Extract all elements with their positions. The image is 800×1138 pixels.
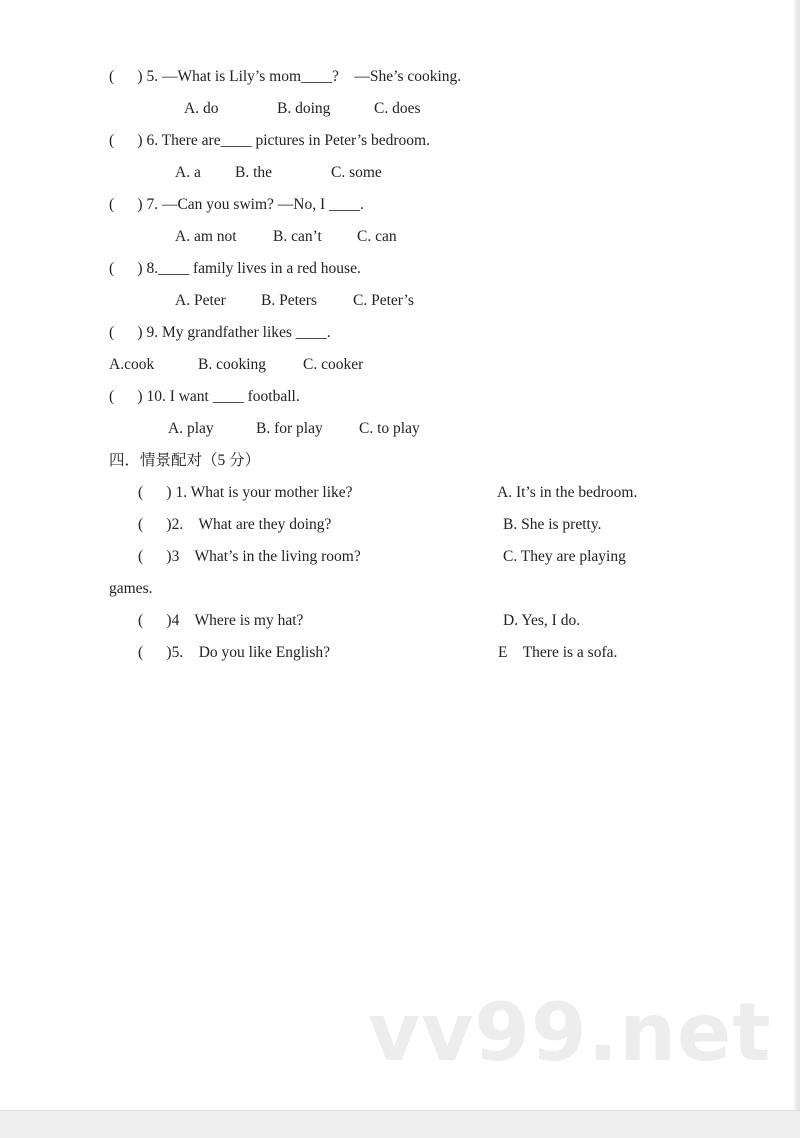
- question-5-stem: ( ) 5. —What is Lily’s mom____? —She’s cooking.: [109, 68, 462, 85]
- question-7-option-c: C. can: [357, 228, 397, 245]
- match-item-3-question: ( )3 What’s in the living room?: [138, 548, 361, 565]
- question-8-stem: ( ) 8.____ family lives in a red house.: [109, 260, 361, 277]
- question-9-option-c: C. cooker: [303, 356, 364, 373]
- question-10-option-b: B. for play: [256, 420, 323, 437]
- question-10-option-c: C. to play: [359, 420, 420, 437]
- question-8-option-b: B. Peters: [261, 292, 317, 309]
- question-6-stem: ( ) 6. There are____ pictures in Peter’s bedroom.: [109, 132, 430, 149]
- match-item-5-answer: E There is a sofa.: [498, 644, 618, 661]
- question-6-option-c: C. some: [331, 164, 382, 181]
- page-bottom-divider: [0, 1110, 800, 1138]
- question-10-stem: ( ) 10. I want ____ football.: [109, 388, 300, 405]
- question-9-option-b: B. cooking: [198, 356, 267, 373]
- question-5-option-c: C. does: [374, 100, 421, 117]
- match-item-3-answer: C. They are playing: [503, 548, 626, 565]
- question-7-option-b: B. can’t: [273, 228, 322, 245]
- question-9-option-a: A.cook: [109, 356, 155, 373]
- match-item-4-question: ( )4 Where is my hat?: [138, 612, 304, 629]
- question-6-option-a: A. a: [175, 164, 201, 181]
- watermark: vv99.net: [368, 986, 772, 1079]
- question-6-option-b: B. the: [235, 164, 273, 181]
- question-5-option-a: A. do: [184, 100, 219, 117]
- question-8-option-a: A. Peter: [175, 292, 226, 309]
- match-item-1-question: ( ) 1. What is your mother like?: [138, 484, 353, 501]
- question-7-option-a: A. am not: [175, 228, 237, 245]
- page-edge-shadow: [794, 0, 800, 1137]
- match-item-2-question: ( )2. What are they doing?: [138, 516, 332, 533]
- match-item-3-answer-wrap: games.: [109, 580, 153, 597]
- match-item-4-answer: D. Yes, I do.: [503, 612, 581, 629]
- question-10-option-a: A. play: [168, 420, 214, 437]
- match-item-2-answer: B. She is pretty.: [503, 516, 602, 533]
- question-8-option-c: C. Peter’s: [353, 292, 414, 309]
- match-item-5-question: ( )5. Do you like English?: [138, 644, 331, 661]
- match-item-1-answer: A. It’s in the bedroom.: [497, 484, 638, 501]
- question-9-stem: ( ) 9. My grandfather likes ____.: [109, 324, 331, 341]
- section-4-heading: 四．情景配对（5 分）: [109, 452, 261, 469]
- question-7-stem: ( ) 7. —Can you swim? —No, I ____.: [109, 196, 364, 213]
- question-5-option-b: B. doing: [277, 100, 331, 117]
